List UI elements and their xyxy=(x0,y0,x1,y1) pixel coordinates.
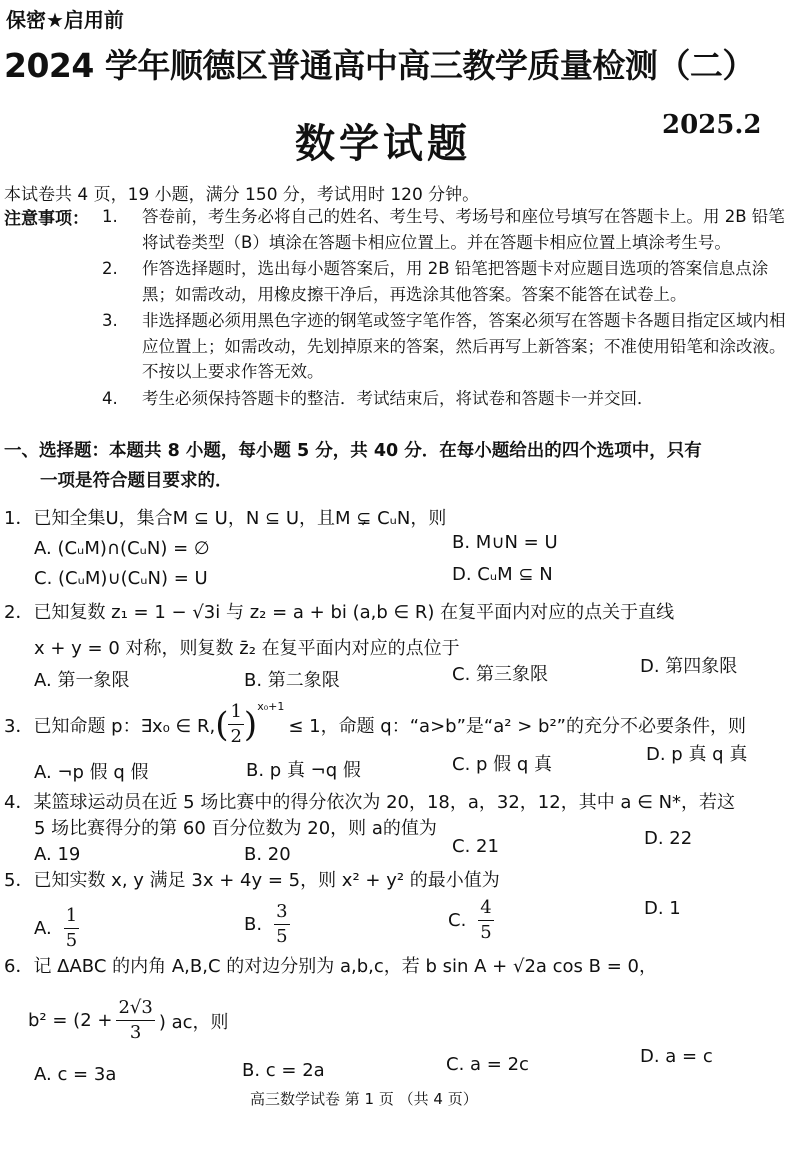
section-heading xyxy=(4,436,794,496)
question-1-option-d: D. CᵤM ⊆ N xyxy=(452,564,553,585)
question-1-stem: 1．已知全集U，集合M ⊆ U，N ⊆ U，且M ⊊ CᵤN，则 xyxy=(4,508,447,529)
option-fraction xyxy=(478,896,493,945)
right-paren: ) xyxy=(243,704,258,745)
question-5-option-b xyxy=(244,900,290,949)
question-3-option-c: C. p 假 q 真 xyxy=(452,754,553,775)
question-5-option-c xyxy=(448,896,494,945)
question-6-fraction xyxy=(116,996,154,1045)
option-label: A. xyxy=(34,918,52,939)
question-2-option-a: A. 第一象限 xyxy=(34,670,130,691)
exam-title: 2024 学年顺德区普通高中高三教学质量检测（二） xyxy=(4,46,755,85)
question-6-option-c: C. a = 2c xyxy=(446,1054,529,1075)
question-5-stem: 5．已知实数 x, y 满足 3x + 4y = 5，则 x² + y² 的最小值为 xyxy=(4,870,500,891)
note-text: 答卷前，考生务必将自己的姓名、考生号、考场号和座位号填写在答题卡上。用 2B 铅笔将试卷类型（B）填涂在答题卡相应位置上。并在答题卡相应位置上填涂考生号。 xyxy=(142,207,785,252)
stem-pre: b² = (2 + xyxy=(28,1010,113,1031)
option-label: C. xyxy=(448,910,467,931)
question-6-stem-line-2 xyxy=(28,996,229,1045)
fraction-denominator: 3 xyxy=(129,1022,142,1043)
question-5-option-a xyxy=(34,904,79,953)
question-4-stem-line-2: 5 场比赛得分的第 60 百分位数为 20，则 a的值为 xyxy=(34,818,437,839)
note-item xyxy=(102,204,790,255)
section-line-1: 一、选择题：本题共 8 小题，每小题 5 分，共 40 分．在每小题给出的四个选项中，只有 xyxy=(4,441,702,461)
fraction-denominator: 2 xyxy=(230,726,242,747)
page-footer: 高三数学试卷 第 1 页 （共 4 页） xyxy=(250,1090,478,1108)
option-label: B. xyxy=(244,914,263,935)
question-1-option-c: C. (CᵤM)∪(CᵤN) = U xyxy=(34,568,208,589)
question-3-stem-post: ≤ 1，命题 q：“a>b”是“a² > b²”的充分不必要条件，则 xyxy=(288,715,746,737)
note-number: 2. xyxy=(102,259,118,278)
fraction-denominator: 5 xyxy=(480,922,492,943)
note-item xyxy=(102,386,790,412)
question-3-exponent: x₀+1 xyxy=(257,700,285,713)
question-4-option-c: C. 21 xyxy=(452,836,499,857)
fraction-numerator: 2√3 xyxy=(116,996,154,1021)
question-1-option-a: A. (CᵤM)∩(CᵤN) = ∅ xyxy=(34,538,210,559)
note-text: 考生必须保持答题卡的整洁．考试结束后，将试卷和答题卡一并交回． xyxy=(142,388,654,408)
question-6-option-d: D. a = c xyxy=(640,1046,713,1067)
fraction-numerator: 1 xyxy=(228,700,243,725)
subject-title: 数学试题 xyxy=(295,120,471,167)
question-3-option-b: B. p 真 ¬q 假 xyxy=(246,760,361,781)
notes-label: 注意事项： xyxy=(4,209,89,229)
question-3-option-a: A. ¬p 假 q 假 xyxy=(34,762,149,783)
question-3-option-d: D. p 真 q 真 xyxy=(646,744,748,765)
question-2-stem-line-1: 2．已知复数 z₁ = 1 − √3i 与 z₂ = a + bi (a,b ∈ R) 在复平面内对应的点关于直线 xyxy=(4,602,675,623)
question-4-option-d: D. 22 xyxy=(644,828,693,849)
stem-post: ) ac，则 xyxy=(158,1011,229,1033)
fraction-denominator: 5 xyxy=(65,930,78,951)
notes-list xyxy=(102,204,790,412)
note-text: 作答选择题时，选出每小题答案后，用 2B 铅笔把答题卡对应题目选项的答案信息点涂黑；如需改动，用橡皮擦干净后，再选涂其他答案。答案不能答在试卷上。 xyxy=(142,259,769,304)
question-2-option-d: D. 第四象限 xyxy=(640,656,738,677)
question-2-option-c: C. 第三象限 xyxy=(452,664,549,685)
exam-date: 2025.2 xyxy=(662,110,762,140)
question-4-option-a: A. 19 xyxy=(34,844,81,865)
section-line-2: 一项是符合题目要求的． xyxy=(40,471,233,491)
question-3-stem xyxy=(4,700,746,749)
note-number: 4. xyxy=(102,388,118,408)
fraction-numerator: 1 xyxy=(64,904,79,929)
option-fraction xyxy=(274,900,289,949)
note-item xyxy=(102,256,790,307)
question-4-option-b: B. 20 xyxy=(244,844,291,865)
fraction-denominator: 5 xyxy=(276,926,288,947)
note-item xyxy=(102,308,790,385)
question-4-stem-line-1: 4．某篮球运动员在近 5 场比赛中的得分依次为 20，18，a，32，12，其中 a ∈ N*，若这 xyxy=(4,792,736,813)
note-number: 1. xyxy=(102,207,118,226)
question-3-fraction xyxy=(228,700,243,749)
left-paren: ( xyxy=(215,704,229,745)
note-text: 非选择题必须用黑色字迹的钢笔或签字笔作答，答案必须写在答题卡各题目指定区域内相应位置上；如需改动，先划掉原来的答案，然后再写上新答案；不准使用铅笔和涂改液。不按以上要求作答无效。 xyxy=(142,311,786,381)
question-2-stem-line-2: x + y = 0 对称，则复数 z̄₂ 在复平面内对应的点位于 xyxy=(34,638,460,659)
option-fraction xyxy=(64,904,79,953)
note-number: 3. xyxy=(102,311,118,330)
question-2-option-b: B. 第二象限 xyxy=(244,670,340,691)
question-5-option-d: D. 1 xyxy=(644,898,681,919)
fraction-numerator: 3 xyxy=(274,900,289,925)
exam-intro: 本试卷共 4 页，19 小题，满分 150 分，考试用时 120 分钟。 xyxy=(4,185,480,205)
question-3-stem-pre: 3．已知命题 p：∃x₀ ∈ R, xyxy=(4,715,216,737)
fraction-numerator: 4 xyxy=(478,896,493,921)
question-6-stem-line-1: 6．记 ΔABC 的内角 A,B,C 的对边分别为 a,b,c，若 b sin A + √2a cos B = 0， xyxy=(4,956,657,977)
secret-mark: 保密★启用前 xyxy=(6,8,124,32)
question-6-option-b: B. c = 2a xyxy=(242,1060,325,1081)
question-6-option-a: A. c = 3a xyxy=(34,1064,117,1085)
question-1-option-b: B. M∪N = U xyxy=(452,532,558,553)
